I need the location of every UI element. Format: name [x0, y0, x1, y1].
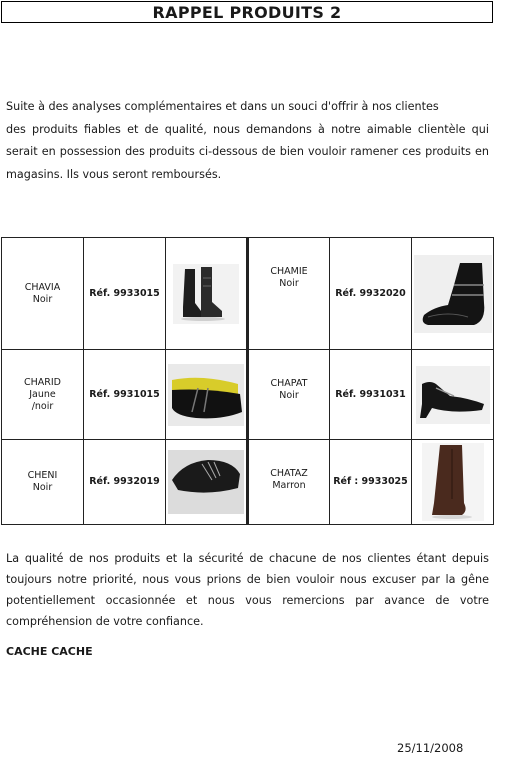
- table-row: [2, 440, 494, 525]
- product-name: CHAVIA: [24, 281, 61, 293]
- tall-black-boots-photo: [173, 264, 239, 324]
- product-name-cell: [2, 440, 84, 525]
- product-image-cell: [166, 238, 248, 350]
- product-ref: Réf. 9932019: [84, 440, 166, 525]
- title-box: [1, 1, 493, 23]
- intro-paragraph: [6, 96, 489, 186]
- product-color: /noir: [31, 400, 54, 412]
- table-row: [2, 238, 494, 350]
- product-name: CHATAZ: [270, 468, 308, 479]
- product-color: Noir: [279, 390, 299, 401]
- product-color: Noir: [279, 278, 299, 289]
- product-color: Marron: [272, 480, 306, 491]
- product-image-cell: [412, 350, 494, 440]
- product-image-cell: [412, 238, 494, 350]
- product-image-cell: [412, 440, 494, 525]
- closing-text: La qualité de nos produits et la sécurité de chacune de nos clientes étant depuis toujours notre priorité, nous vous prions de bien vouloir nous excuser par la gêne potentiellement occasionnée et nous vous remercions par avance de votre compréhension de votre confiance.: [6, 552, 489, 628]
- product-ref: Réf. 9932020: [330, 238, 412, 350]
- black-ankle-boot-photo: [414, 255, 492, 333]
- product-name-cell: [248, 440, 330, 525]
- product-name: CHAPAT: [270, 378, 308, 389]
- product-ref: Réf. 9933015: [84, 238, 166, 350]
- product-name: CHENI: [27, 470, 58, 481]
- yellow-black-shoe-photo: [168, 364, 244, 426]
- product-table: [1, 237, 494, 525]
- product-ref: Réf. 9931015: [84, 350, 166, 440]
- product-image-cell: [166, 350, 248, 440]
- product-color: Jaune: [29, 388, 56, 400]
- product-color: Noir: [32, 293, 53, 305]
- signature: CACHE CACHE: [6, 645, 93, 658]
- black-laced-shoe-photo: [168, 450, 244, 514]
- product-name: CHARID: [24, 376, 61, 388]
- table-row: [2, 350, 494, 440]
- product-name: CHAMIE: [270, 266, 308, 277]
- date: 25/11/2008: [397, 741, 464, 755]
- brown-tall-boot-photo: [422, 443, 484, 521]
- product-color: Noir: [32, 482, 53, 493]
- intro-line-1: Suite à des analyses complémentaires et dans un souci d'offrir à nos clientes: [6, 100, 439, 113]
- product-name-cell: [248, 350, 330, 440]
- black-strap-shoe-photo: [416, 366, 490, 424]
- product-name-cell: [248, 238, 330, 350]
- product-image-cell: [166, 440, 248, 525]
- product-name-cell: [2, 350, 84, 440]
- product-name-cell: [2, 238, 84, 350]
- closing-paragraph: [6, 548, 489, 632]
- page-title: RAPPEL PRODUITS 2: [152, 2, 342, 22]
- intro-line-2: des produits fiables et de qualité, nous demandons à notre aimable clientèle qui serait en possession des produits ci-dessous de bien vouloir ramener ces produits en magasins. Ils vous seront remboursés.: [6, 122, 489, 181]
- product-ref: Réf : 9933025: [330, 440, 412, 525]
- product-ref: Réf. 9931031: [330, 350, 412, 440]
